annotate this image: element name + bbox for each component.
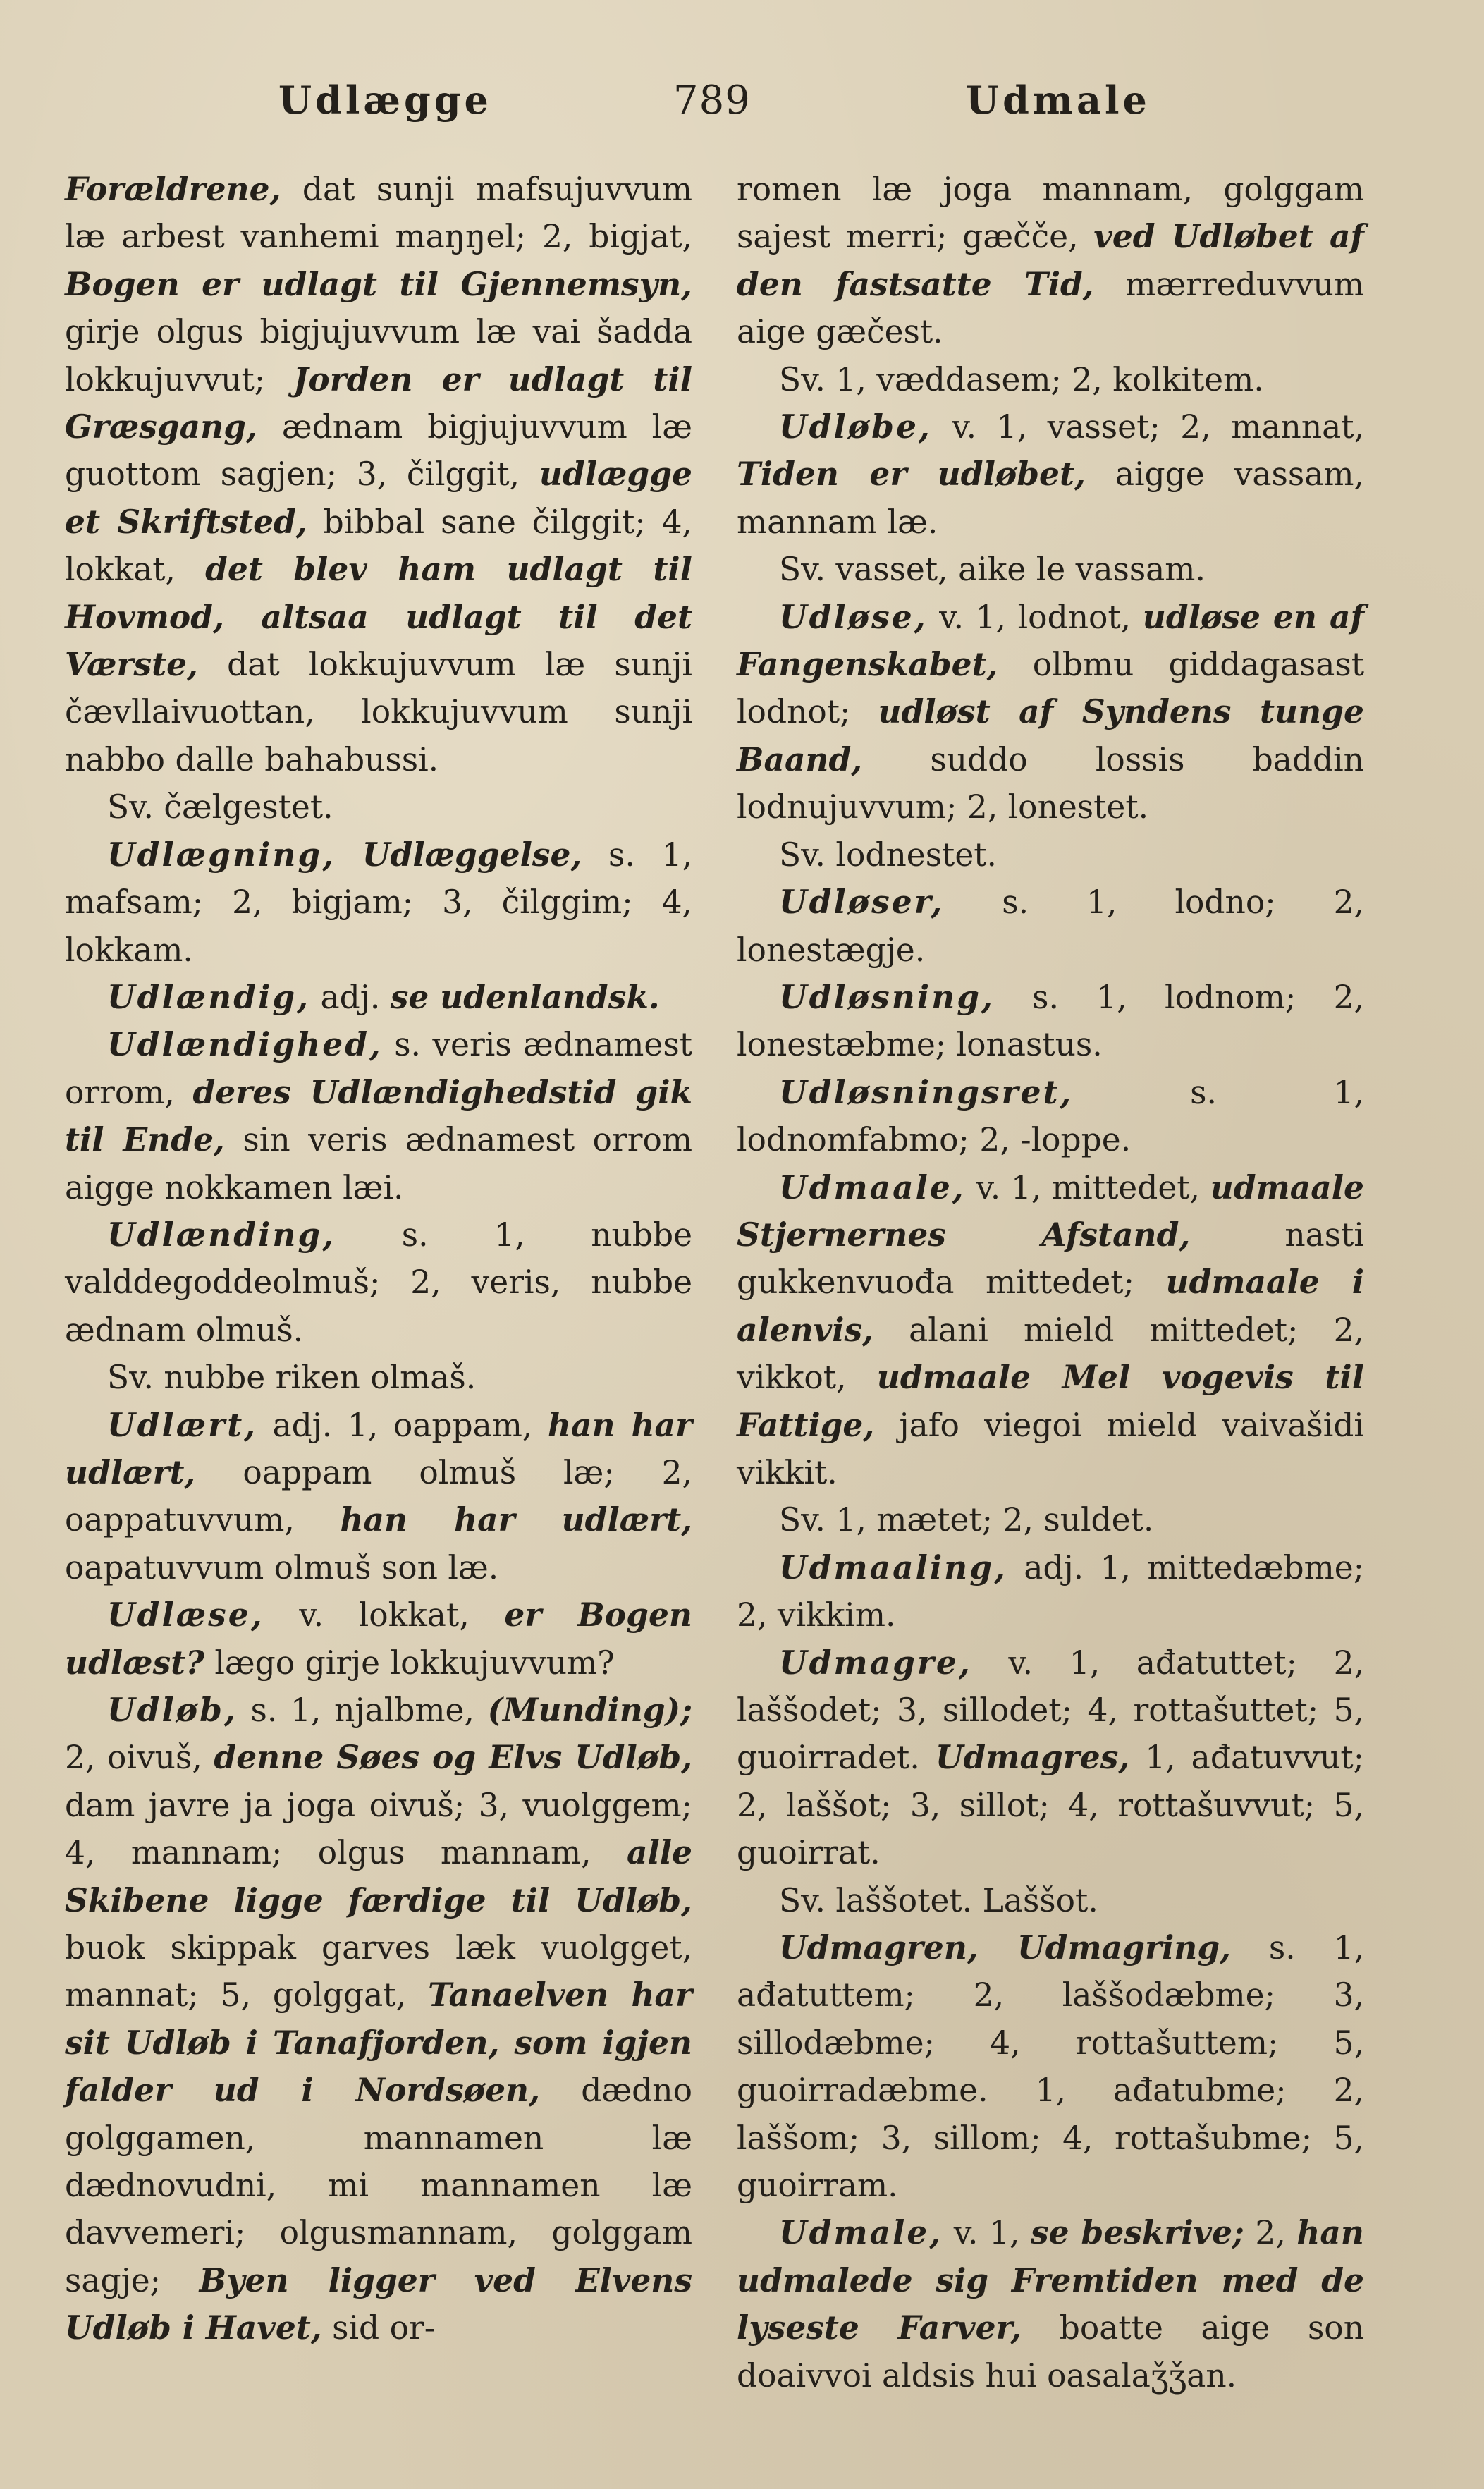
dictionary-entry xyxy=(737,831,1364,879)
entry-headword: Udlæse, xyxy=(107,1596,264,1634)
entry-text: s. 1, nubbe valddegoddeolmuš; 2, veris, nubbe ædnam olmuš. xyxy=(65,1216,692,1349)
dictionary-entry xyxy=(737,1924,1364,2209)
dictionary-entry xyxy=(737,546,1364,593)
dictionary-entry xyxy=(65,783,692,831)
example-phrase: udløse en af Fangenskabet, xyxy=(737,597,1364,684)
entry-text: jafo viegoi mield vaivašidi vikkit. xyxy=(737,1406,1364,1491)
entry-text: sin veris ædnamest orrom aigge nokkamen læi. xyxy=(65,1121,692,1206)
example-phrase: Tiden er udløbet, xyxy=(737,455,1086,494)
entry-text: suddo lossis baddin lodnujuvvum; 2, lonestet. xyxy=(737,740,1364,826)
dictionary-entry xyxy=(737,356,1364,403)
entry-text: Sv. 1, mætet; 2, suldet. xyxy=(779,1501,1154,1539)
example-phrase: han udmalede sig Fremtiden med de lyseste Farver, xyxy=(737,2213,1364,2347)
entry-text: Sv. 1, væddasem; 2, kolkitem. xyxy=(779,360,1264,398)
dictionary-entry xyxy=(737,2209,1364,2399)
entry-text: alani mield mittedet; 2, vikkot, xyxy=(737,1311,1364,1397)
entry-text: v. 1, vasset; 2, mannat, xyxy=(931,408,1364,446)
entry-text: dam javre ja joga oivuš; 3, vuolggem; 4, mannam; olgus mannam, xyxy=(65,1786,692,1872)
entry-headword: Udmale, xyxy=(779,2213,943,2252)
entry-text: dædno golggamen, mannamen læ dædnovudni, mi mannamen læ davvemeri; olgusmannam, golggam sagje; xyxy=(65,2072,692,2299)
dictionary-entry xyxy=(737,594,1364,831)
entry-text: s. 1, lodnomfabmo; 2, -loppe. xyxy=(737,1073,1364,1159)
entry-text: Sv. laššotet. Laššot. xyxy=(779,1881,1098,1919)
example-phrase: ved Udløbet af den fastsatte Tid, xyxy=(737,217,1364,303)
entry-headword: Udlænding, xyxy=(107,1215,336,1254)
entry-text: s. veris ædnamest orrom, xyxy=(65,1026,692,1111)
entry-text: mærreduvvum aige gæčest. xyxy=(737,265,1365,351)
entry-text: bibbal sane čilggit; 4, lokkat, xyxy=(65,503,692,589)
dictionary-entry xyxy=(65,1687,692,2352)
entry-headword: Udløbe, xyxy=(779,408,932,446)
dictionary-entry xyxy=(65,1402,692,1592)
entry-text: boatte aige son doaivvoi aldsis hui oasalaǯǯan. xyxy=(737,2309,1364,2395)
entry-text: sid or- xyxy=(321,2309,436,2347)
entry-headword: Udlændig, xyxy=(107,977,311,1016)
entry-text: s. 1, lodnom; 2, lonestæbme; lonastus. xyxy=(737,978,1364,1064)
dictionary-entry xyxy=(65,1211,692,1354)
dictionary-entry xyxy=(737,166,1364,356)
dictionary-entry xyxy=(65,974,692,1021)
page-header xyxy=(0,78,1484,141)
entry-text: 2, oivuš, xyxy=(65,1739,214,1777)
dictionary-entry xyxy=(65,166,692,783)
right-running-head: Udmale xyxy=(966,78,1151,123)
example-phrase: se udenlandsk. xyxy=(390,977,660,1016)
example-phrase: han har udlært, xyxy=(65,1405,692,1491)
example-phrase: (Munding); xyxy=(487,1691,692,1729)
example-phrase: udløst af Syndens tunge Baand, xyxy=(737,692,1364,778)
example-phrase: han har udlært, xyxy=(340,1500,692,1539)
dictionary-entry xyxy=(65,1021,692,1211)
example-phrase: Bogen er udlagt til Gjennemsyn, xyxy=(65,264,692,303)
example-phrase: deres Udlændighedstid gik til Ende, xyxy=(65,1072,693,1159)
entry-text: dat sunji mafsujuvvum læ arbest vanhemi maŋŋel; 2, bigjat, xyxy=(65,171,692,256)
entry-headword: Udlændighed, xyxy=(107,1025,383,1064)
entry-text: buok skippak garves læk vuolgget, mannat; 5, golggat, xyxy=(65,1929,692,2014)
entry-text: girje olgus bigjujuvvum læ vai šadda lokkujuvvut; xyxy=(65,313,692,398)
entry-text: nasti gukkenvuođa mittedet; xyxy=(737,1216,1364,1302)
entry-headword: Udløsning, xyxy=(779,977,995,1016)
entry-headword: Udløb, xyxy=(107,1691,238,1729)
entry-headword: Udmaale, xyxy=(779,1168,966,1206)
entry-text: romen læ joga mannam, golggam sajest merri; gæčče, xyxy=(737,171,1364,256)
dictionary-entry xyxy=(65,1591,692,1687)
entry-text: 1, ađatuvvut; 2, laššot; 3, sillot; 4, rottašuvvut; 5, guoirrat. xyxy=(737,1739,1364,1872)
entry-text: oapatuvvum olmuš son læ. xyxy=(65,1548,499,1586)
example-phrase: alle Skibene ligge færdige til Udløb, xyxy=(65,1833,692,1919)
entry-headword: Udløser, xyxy=(779,883,945,922)
entry-text: ædnam bigjujuvvum læ guottom sagjen; 3, čilggit, xyxy=(65,408,692,494)
example-phrase: udmaale i alenvis, xyxy=(737,1263,1364,1349)
right-column xyxy=(737,166,1364,2399)
example-phrase: udmaale Stjernernes Afstand, xyxy=(737,1168,1364,1254)
entry-text: adj. 1, oappam, xyxy=(257,1406,548,1444)
dictionary-entry xyxy=(65,1354,692,1401)
entry-text: 2, xyxy=(1244,2214,1297,2252)
entry-text: v. 1, lodnot, xyxy=(927,598,1143,636)
example-phrase: udlægge et Skriftsted, xyxy=(65,455,692,541)
example-phrase: Udmagres, xyxy=(935,1738,1130,1777)
entry-text: adj. 1, mittedæbme; 2, vikkim. xyxy=(737,1548,1364,1634)
dictionary-entry xyxy=(737,1069,1364,1164)
example-phrase: Forældrene, xyxy=(65,170,281,208)
dictionary-entry xyxy=(737,1877,1364,1924)
entry-text: s. 1, lodno; 2, lonestægje. xyxy=(737,883,1364,969)
dictionary-entry xyxy=(737,1544,1364,1639)
entry-headword: Udlægning, xyxy=(107,835,336,874)
example-phrase: er Bogen udlæst? xyxy=(65,1596,692,1682)
entry-headword: Udløse, xyxy=(779,597,928,636)
dictionary-entry xyxy=(737,879,1364,974)
entry-text: v. 1, xyxy=(943,2214,1031,2252)
entry-text xyxy=(336,836,362,874)
entry-headword: Udløsningsret, xyxy=(779,1072,1074,1111)
entry-text: v. 1, mittedet, xyxy=(965,1168,1210,1206)
entry-text: lægo girje lokkujuvvum? xyxy=(204,1644,615,1682)
entry-text: olbmu giddagasast lodnot; xyxy=(737,646,1364,731)
example-phrase: Byen ligger ved Elvens Udløb i Havet, xyxy=(65,2261,692,2347)
dictionary-entry xyxy=(737,1496,1364,1543)
example-phrase: udmaale Mel vogevis til Fattige, xyxy=(737,1358,1364,1444)
entry-text: s. 1, mafsam; 2, bigjam; 3, čilggim; 4, lokkam. xyxy=(65,836,692,969)
entry-text: Sv. lodnestet. xyxy=(779,836,998,874)
left-column xyxy=(65,166,692,2352)
left-running-head: Udlægge xyxy=(278,78,492,123)
entry-text: dat lokkujuvvum læ sunji čævllaivuottan, lokkujuvvum sunji nabbo dalle bahabussi. xyxy=(65,646,692,778)
entry-text: Sv. vasset, aike le vassam. xyxy=(779,551,1206,589)
example-phrase: Udmagren, Udmagring, xyxy=(779,1928,1231,1967)
entry-text: oappam olmuš læ; 2, oappatuvvum, xyxy=(65,1453,692,1539)
example-phrase: det blev ham udlagt til Hovmod, altsaa udlagt til det Værste, xyxy=(65,550,692,684)
entry-text: aigge vassam, mannam læ. xyxy=(737,455,1364,541)
entry-text: s. 1, njalbme, xyxy=(237,1692,488,1729)
dictionary-entry xyxy=(65,831,692,974)
entry-headword: Udlært, xyxy=(107,1405,257,1444)
example-phrase: denne Søes og Elvs Udløb, xyxy=(214,1738,692,1777)
entry-headword: Udmagre, xyxy=(779,1643,972,1682)
entry-text: Sv. čælgestet. xyxy=(107,788,333,826)
example-phrase: Jorden er udlagt til Græsgang, xyxy=(65,360,692,446)
dictionary-entry xyxy=(737,1164,1364,1497)
dictionary-entry xyxy=(737,403,1364,546)
dictionary-entry xyxy=(737,1639,1364,1877)
example-phrase: se beskrive; xyxy=(1031,2213,1244,2252)
dictionary-entry xyxy=(737,974,1364,1069)
entry-text: v. lokkat, xyxy=(264,1596,505,1634)
entry-headword: Udmaaling, xyxy=(779,1548,1007,1586)
entry-text: s. 1, ađatuttem; 2, laššodæbme; 3, sillodæbme; 4, rottašuttem; 5, guoirradæbme. 1, ađatubme; 2, laššom; 3, sillom; 4, rottašubme; 5, guoirram. xyxy=(737,1929,1364,2205)
entry-text: adj. xyxy=(310,978,391,1016)
entry-text: v. 1, ađatuttet; 2, laššodet; 3, sillodet; 4, rottašuttet; 5, guoirradet. xyxy=(737,1644,1364,1777)
entry-text: Sv. nubbe riken olmaš. xyxy=(107,1359,477,1397)
example-phrase: Tanaelven har sit Udløb i Tanafjorden, som igjen falder ud i Nordsøen, xyxy=(65,1976,692,2110)
example-phrase: Udlæggelse, xyxy=(362,835,582,874)
page-number: 789 xyxy=(673,78,751,123)
